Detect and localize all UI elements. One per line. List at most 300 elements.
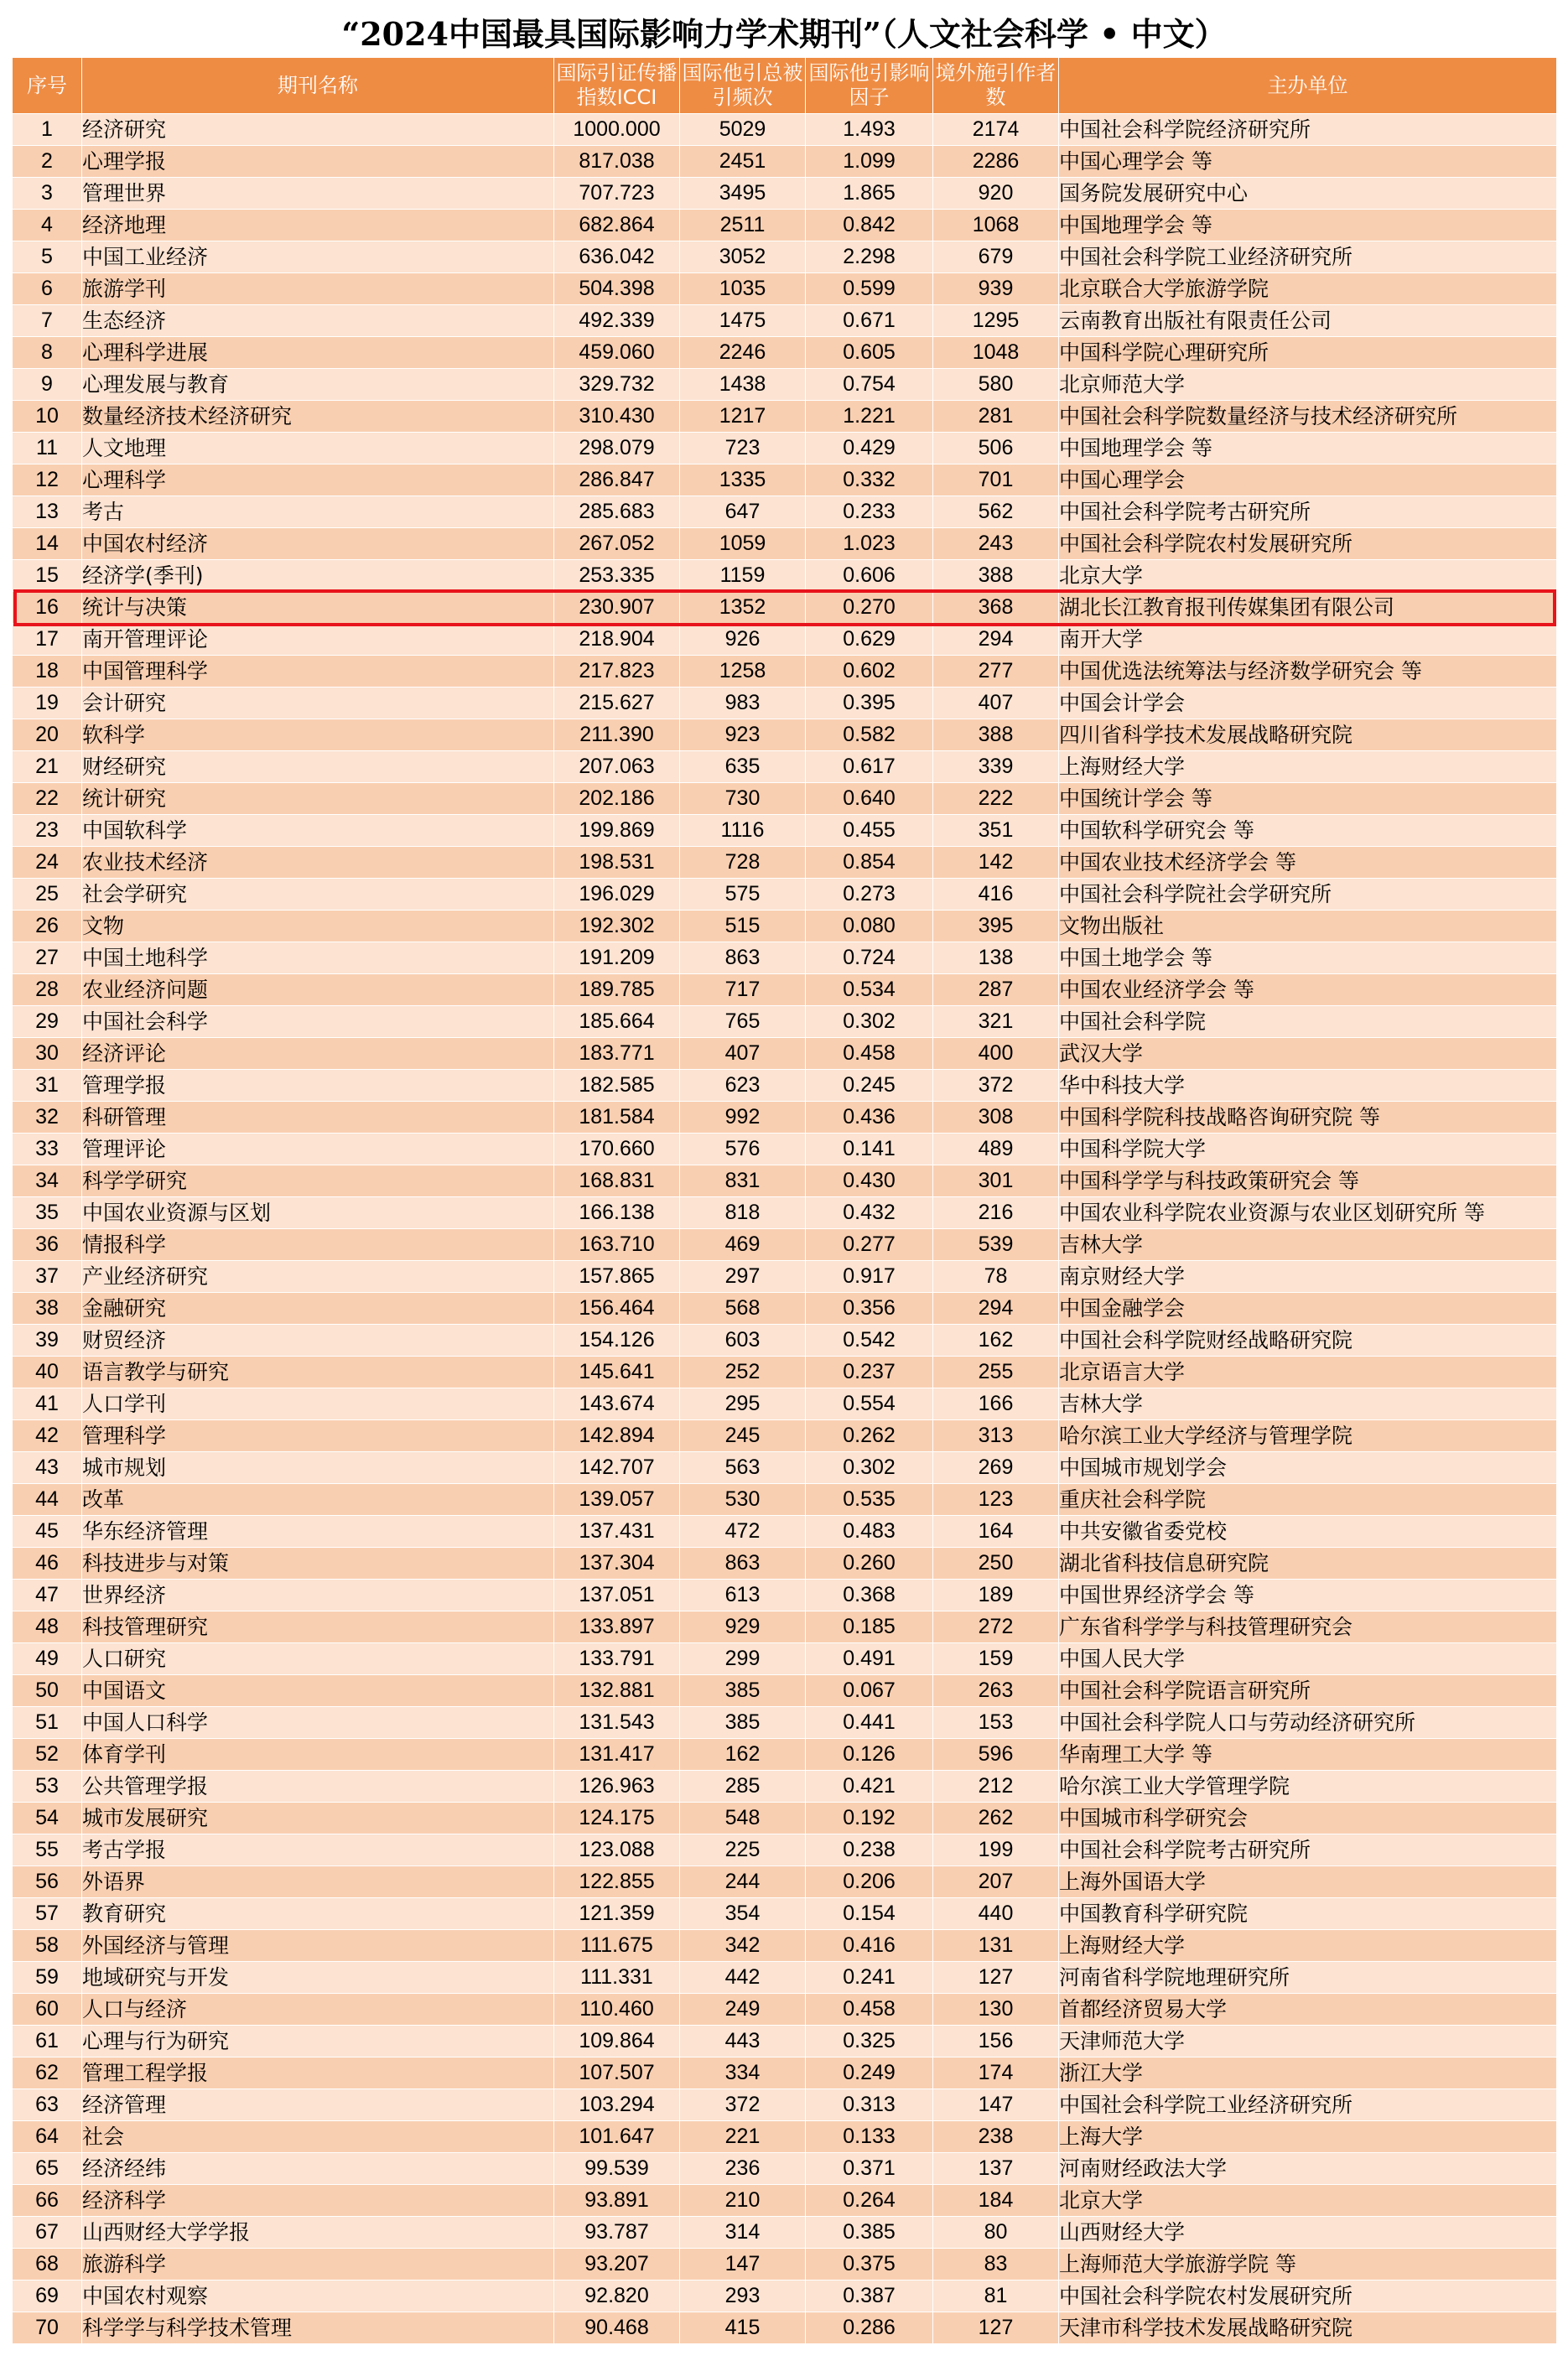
icci-cell: 132.881	[554, 1675, 680, 1707]
table-row	[13, 114, 1557, 146]
sponsor-cell: 北京师范大学	[1059, 369, 1557, 401]
table-row	[13, 942, 1557, 974]
sponsor-cell: 哈尔滨工业大学管理学院	[1059, 1771, 1557, 1803]
foreign-authors-cell: 216	[933, 1197, 1059, 1229]
rank-cell: 32	[13, 1102, 82, 1134]
foreign-authors-cell: 395	[933, 911, 1059, 942]
table-row	[13, 1388, 1557, 1420]
sponsor-cell: 中国会计学会	[1059, 688, 1557, 719]
table-row	[13, 241, 1557, 273]
foreign-authors-cell: 294	[933, 624, 1059, 656]
journal-name-cell: 经济学(季刊)	[82, 560, 554, 592]
table-row	[13, 879, 1557, 911]
impact-factor-cell: 0.080	[806, 911, 933, 942]
sponsor-cell: 首都经济贸易大学	[1059, 1994, 1557, 2026]
rank-cell: 31	[13, 1070, 82, 1102]
rank-cell: 25	[13, 879, 82, 911]
icci-cell: 109.864	[554, 2026, 680, 2057]
sponsor-cell: 中国地理学会 等	[1059, 210, 1557, 241]
sponsor-cell: 华南理工大学 等	[1059, 1739, 1557, 1771]
foreign-authors-cell: 174	[933, 2057, 1059, 2089]
impact-factor-cell: 0.629	[806, 624, 933, 656]
sponsor-cell: 中国城市规划学会	[1059, 1452, 1557, 1484]
sponsor-cell: 河南省科学院地理研究所	[1059, 1962, 1557, 1994]
total-citations-cell: 299	[680, 1643, 806, 1675]
sponsor-cell: 中国教育科学研究院	[1059, 1898, 1557, 1930]
impact-factor-cell: 1.221	[806, 401, 933, 433]
impact-factor-cell: 0.260	[806, 1548, 933, 1580]
table-row	[13, 2121, 1557, 2153]
icci-cell: 93.787	[554, 2217, 680, 2249]
journal-name-cell: 心理学报	[82, 146, 554, 178]
journal-name-cell: 经济科学	[82, 2185, 554, 2217]
table-row	[13, 2281, 1557, 2312]
foreign-authors-cell: 920	[933, 178, 1059, 210]
total-citations-cell: 2451	[680, 146, 806, 178]
sponsor-cell: 中国社会科学院工业经济研究所	[1059, 2089, 1557, 2121]
foreign-authors-cell: 351	[933, 815, 1059, 847]
table-row	[13, 1452, 1557, 1484]
sponsor-cell: 吉林大学	[1059, 1229, 1557, 1261]
table-row	[13, 1484, 1557, 1516]
icci-cell: 215.627	[554, 688, 680, 719]
rank-cell: 37	[13, 1261, 82, 1293]
total-citations-cell: 730	[680, 783, 806, 815]
impact-factor-cell: 0.325	[806, 2026, 933, 2057]
total-citations-cell: 1335	[680, 464, 806, 496]
sponsor-cell: 哈尔滨工业大学经济与管理学院	[1059, 1420, 1557, 1452]
sponsor-cell: 中国农业科学院农业资源与农业区划研究所 等	[1059, 1197, 1557, 1229]
foreign-authors-cell: 127	[933, 1962, 1059, 1994]
journal-name-cell: 生态经济	[82, 305, 554, 337]
icci-cell: 189.785	[554, 974, 680, 1006]
foreign-authors-cell: 388	[933, 719, 1059, 751]
icci-cell: 298.079	[554, 433, 680, 464]
impact-factor-cell: 0.842	[806, 210, 933, 241]
total-citations-cell: 992	[680, 1102, 806, 1134]
journal-name-cell: 中国农村经济	[82, 528, 554, 560]
rank-cell: 5	[13, 241, 82, 273]
journal-name-cell: 科技进步与对策	[82, 1548, 554, 1580]
rank-cell: 4	[13, 210, 82, 241]
total-citations-cell: 5029	[680, 114, 806, 146]
foreign-authors-cell: 199	[933, 1834, 1059, 1866]
impact-factor-cell: 0.429	[806, 433, 933, 464]
total-citations-cell: 297	[680, 1261, 806, 1293]
impact-factor-cell: 0.436	[806, 1102, 933, 1134]
sponsor-cell: 中国社会科学院数量经济与技术经济研究所	[1059, 401, 1557, 433]
icci-cell: 133.791	[554, 1643, 680, 1675]
rank-cell: 38	[13, 1293, 82, 1325]
total-citations-cell: 342	[680, 1930, 806, 1962]
total-citations-cell: 3052	[680, 241, 806, 273]
sponsor-cell: 上海财经大学	[1059, 1930, 1557, 1962]
foreign-authors-cell: 2174	[933, 114, 1059, 146]
journal-name-cell: 统计与决策	[82, 592, 554, 624]
total-citations-cell: 563	[680, 1452, 806, 1484]
journal-name-cell: 社会学研究	[82, 879, 554, 911]
total-citations-cell: 1059	[680, 528, 806, 560]
foreign-authors-cell: 189	[933, 1580, 1059, 1611]
total-citations-cell: 162	[680, 1739, 806, 1771]
journal-name-cell: 金融研究	[82, 1293, 554, 1325]
foreign-authors-cell: 80	[933, 2217, 1059, 2249]
sponsor-cell: 云南教育出版社有限责任公司	[1059, 305, 1557, 337]
header-journal-name: 期刊名称	[82, 58, 554, 114]
foreign-authors-cell: 130	[933, 1994, 1059, 2026]
rank-cell: 23	[13, 815, 82, 847]
table-row	[13, 1611, 1557, 1643]
impact-factor-cell: 0.067	[806, 1675, 933, 1707]
impact-factor-cell: 0.535	[806, 1484, 933, 1516]
impact-factor-cell: 0.416	[806, 1930, 933, 1962]
impact-factor-cell: 0.602	[806, 656, 933, 688]
total-citations-cell: 443	[680, 2026, 806, 2057]
foreign-authors-cell: 162	[933, 1325, 1059, 1357]
table-row	[13, 1420, 1557, 1452]
sponsor-cell: 中国社会科学院考古研究所	[1059, 1834, 1557, 1866]
rank-cell: 47	[13, 1580, 82, 1611]
table-row	[13, 1197, 1557, 1229]
sponsor-cell: 中国社会科学院财经战略研究院	[1059, 1325, 1557, 1357]
journal-name-cell: 科技管理研究	[82, 1611, 554, 1643]
icci-cell: 185.664	[554, 1006, 680, 1038]
sponsor-cell: 中国城市科学研究会	[1059, 1803, 1557, 1834]
foreign-authors-cell: 159	[933, 1643, 1059, 1675]
journal-name-cell: 管理评论	[82, 1134, 554, 1165]
icci-cell: 181.584	[554, 1102, 680, 1134]
total-citations-cell: 385	[680, 1675, 806, 1707]
icci-cell: 166.138	[554, 1197, 680, 1229]
impact-factor-cell: 0.126	[806, 1739, 933, 1771]
foreign-authors-cell: 142	[933, 847, 1059, 879]
sponsor-cell: 中国科学院心理研究所	[1059, 337, 1557, 369]
total-citations-cell: 831	[680, 1165, 806, 1197]
journal-name-cell: 经济研究	[82, 114, 554, 146]
table-row	[13, 2153, 1557, 2185]
foreign-authors-cell: 166	[933, 1388, 1059, 1420]
sponsor-cell: 湖北省科技信息研究院	[1059, 1548, 1557, 1580]
impact-factor-cell: 0.206	[806, 1866, 933, 1898]
rank-cell: 43	[13, 1452, 82, 1484]
journal-name-cell: 文物	[82, 911, 554, 942]
icci-cell: 154.126	[554, 1325, 680, 1357]
foreign-authors-cell: 138	[933, 942, 1059, 974]
icci-cell: 110.460	[554, 1994, 680, 2026]
foreign-authors-cell: 301	[933, 1165, 1059, 1197]
sponsor-cell: 中国心理学会	[1059, 464, 1557, 496]
sponsor-cell: 中国地理学会 等	[1059, 433, 1557, 464]
header-total-citations: 国际他引总被引频次	[680, 58, 806, 114]
journal-name-cell: 世界经济	[82, 1580, 554, 1611]
table-row	[13, 369, 1557, 401]
foreign-authors-cell: 243	[933, 528, 1059, 560]
impact-factor-cell: 0.617	[806, 751, 933, 783]
sponsor-cell: 中国农业技术经济学会 等	[1059, 847, 1557, 879]
rank-cell: 58	[13, 1930, 82, 1962]
journal-name-cell: 心理科学进展	[82, 337, 554, 369]
rank-cell: 51	[13, 1707, 82, 1739]
impact-factor-cell: 0.754	[806, 369, 933, 401]
impact-factor-cell: 1.493	[806, 114, 933, 146]
journal-name-cell: 城市发展研究	[82, 1803, 554, 1834]
foreign-authors-cell: 153	[933, 1707, 1059, 1739]
journal-name-cell: 社会	[82, 2121, 554, 2153]
foreign-authors-cell: 539	[933, 1229, 1059, 1261]
total-citations-cell: 1438	[680, 369, 806, 401]
sponsor-cell: 中国金融学会	[1059, 1293, 1557, 1325]
rank-cell: 22	[13, 783, 82, 815]
sponsor-cell: 四川省科学技术发展战略研究院	[1059, 719, 1557, 751]
rank-cell: 40	[13, 1357, 82, 1388]
page-title: “2024中国最具国际影响力学术期刊”（人文社会科学 • 中文）	[341, 15, 1227, 53]
icci-cell: 218.904	[554, 624, 680, 656]
rank-cell: 9	[13, 369, 82, 401]
icci-cell: 459.060	[554, 337, 680, 369]
rank-cell: 18	[13, 656, 82, 688]
rank-cell: 45	[13, 1516, 82, 1548]
sponsor-cell: 中国社会科学院社会学研究所	[1059, 879, 1557, 911]
table-row	[13, 1261, 1557, 1293]
icci-cell: 92.820	[554, 2281, 680, 2312]
sponsor-cell: 武汉大学	[1059, 1038, 1557, 1070]
table-row	[13, 433, 1557, 464]
table-row	[13, 1070, 1557, 1102]
foreign-authors-cell: 147	[933, 2089, 1059, 2121]
journal-name-cell: 产业经济研究	[82, 1261, 554, 1293]
impact-factor-cell: 0.582	[806, 719, 933, 751]
sponsor-cell: 南开大学	[1059, 624, 1557, 656]
sponsor-cell: 山西财经大学	[1059, 2217, 1557, 2249]
sponsor-cell: 中国社会科学院考古研究所	[1059, 496, 1557, 528]
impact-factor-cell: 0.375	[806, 2249, 933, 2281]
impact-factor-cell: 0.554	[806, 1388, 933, 1420]
foreign-authors-cell: 596	[933, 1739, 1059, 1771]
sponsor-cell: 重庆社会科学院	[1059, 1484, 1557, 1516]
total-citations-cell: 818	[680, 1197, 806, 1229]
sponsor-cell: 中国科学学与科技政策研究会 等	[1059, 1165, 1557, 1197]
journal-name-cell: 考古学报	[82, 1834, 554, 1866]
sponsor-cell: 中国人民大学	[1059, 1643, 1557, 1675]
table-row	[13, 528, 1557, 560]
impact-factor-cell: 0.432	[806, 1197, 933, 1229]
foreign-authors-cell: 580	[933, 369, 1059, 401]
rank-cell: 14	[13, 528, 82, 560]
rank-cell: 42	[13, 1420, 82, 1452]
sponsor-cell: 上海师范大学旅游学院 等	[1059, 2249, 1557, 2281]
impact-factor-cell: 0.141	[806, 1134, 933, 1165]
icci-cell: 199.869	[554, 815, 680, 847]
icci-cell: 156.464	[554, 1293, 680, 1325]
foreign-authors-cell: 313	[933, 1420, 1059, 1452]
foreign-authors-cell: 2286	[933, 146, 1059, 178]
sponsor-cell: 北京语言大学	[1059, 1357, 1557, 1388]
total-citations-cell: 3495	[680, 178, 806, 210]
journal-name-cell: 中国农业资源与区划	[82, 1197, 554, 1229]
table-row	[13, 1707, 1557, 1739]
impact-factor-cell: 0.233	[806, 496, 933, 528]
table-row	[13, 2026, 1557, 2057]
total-citations-cell: 635	[680, 751, 806, 783]
foreign-authors-cell: 255	[933, 1357, 1059, 1388]
total-citations-cell: 221	[680, 2121, 806, 2153]
impact-factor-cell: 0.192	[806, 1803, 933, 1834]
journal-name-cell: 经济评论	[82, 1038, 554, 1070]
total-citations-cell: 1035	[680, 273, 806, 305]
table-row	[13, 146, 1557, 178]
foreign-authors-cell: 123	[933, 1484, 1059, 1516]
total-citations-cell: 515	[680, 911, 806, 942]
journal-name-cell: 心理与行为研究	[82, 2026, 554, 2057]
rank-cell: 15	[13, 560, 82, 592]
impact-factor-cell: 0.302	[806, 1452, 933, 1484]
rank-cell: 33	[13, 1134, 82, 1165]
table-row	[13, 1134, 1557, 1165]
journal-name-cell: 管理科学	[82, 1420, 554, 1452]
impact-factor-cell: 0.154	[806, 1898, 933, 1930]
rank-cell: 39	[13, 1325, 82, 1357]
table-row	[13, 401, 1557, 433]
icci-cell: 137.304	[554, 1548, 680, 1580]
journal-name-cell: 情报科学	[82, 1229, 554, 1261]
rank-cell: 56	[13, 1866, 82, 1898]
table-row	[13, 1962, 1557, 1994]
impact-factor-cell: 0.458	[806, 1038, 933, 1070]
sponsor-cell: 南京财经大学	[1059, 1261, 1557, 1293]
sponsor-cell: 天津师范大学	[1059, 2026, 1557, 2057]
icci-cell: 253.335	[554, 560, 680, 592]
icci-cell: 192.302	[554, 911, 680, 942]
table-row	[13, 656, 1557, 688]
table-row	[13, 1834, 1557, 1866]
foreign-authors-cell: 400	[933, 1038, 1059, 1070]
rank-cell: 34	[13, 1165, 82, 1197]
rank-cell: 46	[13, 1548, 82, 1580]
table-row	[13, 911, 1557, 942]
rank-cell: 57	[13, 1898, 82, 1930]
rank-cell: 44	[13, 1484, 82, 1516]
impact-factor-cell: 0.262	[806, 1420, 933, 1452]
table-row	[13, 496, 1557, 528]
total-citations-cell: 210	[680, 2185, 806, 2217]
journal-name-cell: 中国社会科学	[82, 1006, 554, 1038]
foreign-authors-cell: 263	[933, 1675, 1059, 1707]
table-row	[13, 688, 1557, 719]
table-row	[13, 1930, 1557, 1962]
sponsor-cell: 中国科学院大学	[1059, 1134, 1557, 1165]
journal-name-cell: 农业技术经济	[82, 847, 554, 879]
rank-cell: 62	[13, 2057, 82, 2089]
rank-cell: 65	[13, 2153, 82, 2185]
total-citations-cell: 1352	[680, 592, 806, 624]
total-citations-cell: 863	[680, 942, 806, 974]
foreign-authors-cell: 222	[933, 783, 1059, 815]
icci-cell: 183.771	[554, 1038, 680, 1070]
foreign-authors-cell: 277	[933, 656, 1059, 688]
icci-cell: 492.339	[554, 305, 680, 337]
icci-cell: 170.660	[554, 1134, 680, 1165]
total-citations-cell: 236	[680, 2153, 806, 2185]
journal-name-cell: 中国农村观察	[82, 2281, 554, 2312]
table-row	[13, 305, 1557, 337]
impact-factor-cell: 0.237	[806, 1357, 933, 1388]
total-citations-cell: 415	[680, 2312, 806, 2344]
journal-name-cell: 统计研究	[82, 783, 554, 815]
table-row	[13, 1038, 1557, 1070]
journal-name-cell: 中国工业经济	[82, 241, 554, 273]
table-row	[13, 1771, 1557, 1803]
icci-cell: 103.294	[554, 2089, 680, 2121]
foreign-authors-cell: 1295	[933, 305, 1059, 337]
journal-name-cell: 外语界	[82, 1866, 554, 1898]
icci-cell: 101.647	[554, 2121, 680, 2153]
icci-cell: 131.543	[554, 1707, 680, 1739]
foreign-authors-cell: 939	[933, 273, 1059, 305]
table-row	[13, 2312, 1557, 2344]
journal-name-cell: 华东经济管理	[82, 1516, 554, 1548]
impact-factor-cell: 0.421	[806, 1771, 933, 1803]
journal-name-cell: 改革	[82, 1484, 554, 1516]
table-row	[13, 1102, 1557, 1134]
foreign-authors-cell: 207	[933, 1866, 1059, 1898]
impact-factor-cell: 0.277	[806, 1229, 933, 1261]
total-citations-cell: 1159	[680, 560, 806, 592]
journal-name-cell: 城市规划	[82, 1452, 554, 1484]
total-citations-cell: 576	[680, 1134, 806, 1165]
table-header-row	[13, 58, 1557, 114]
foreign-authors-cell: 184	[933, 2185, 1059, 2217]
table-row	[13, 1229, 1557, 1261]
foreign-authors-cell: 164	[933, 1516, 1059, 1548]
foreign-authors-cell: 489	[933, 1134, 1059, 1165]
journal-name-cell: 人文地理	[82, 433, 554, 464]
rank-cell: 59	[13, 1962, 82, 1994]
icci-cell: 817.038	[554, 146, 680, 178]
total-citations-cell: 575	[680, 879, 806, 911]
total-citations-cell: 530	[680, 1484, 806, 1516]
sponsor-cell: 中国社会科学院	[1059, 1006, 1557, 1038]
total-citations-cell: 147	[680, 2249, 806, 2281]
total-citations-cell: 929	[680, 1611, 806, 1643]
page	[12, 12, 1556, 2344]
icci-cell: 191.209	[554, 942, 680, 974]
sponsor-cell: 中国社会科学院工业经济研究所	[1059, 241, 1557, 273]
table-row	[13, 1994, 1557, 2026]
journal-name-cell: 教育研究	[82, 1898, 554, 1930]
journal-name-cell: 南开管理评论	[82, 624, 554, 656]
icci-cell: 230.907	[554, 592, 680, 624]
foreign-authors-cell: 238	[933, 2121, 1059, 2153]
icci-cell: 163.710	[554, 1229, 680, 1261]
total-citations-cell: 723	[680, 433, 806, 464]
sponsor-cell: 中国农业经济学会 等	[1059, 974, 1557, 1006]
rank-cell: 60	[13, 1994, 82, 2026]
icci-cell: 121.359	[554, 1898, 680, 1930]
foreign-authors-cell: 407	[933, 688, 1059, 719]
total-citations-cell: 225	[680, 1834, 806, 1866]
total-citations-cell: 923	[680, 719, 806, 751]
table-row	[13, 1165, 1557, 1197]
foreign-authors-cell: 1068	[933, 210, 1059, 241]
impact-factor-cell: 0.387	[806, 2281, 933, 2312]
impact-factor-cell: 0.671	[806, 305, 933, 337]
total-citations-cell: 568	[680, 1293, 806, 1325]
header-sponsor: 主办单位	[1059, 58, 1557, 114]
rank-cell: 52	[13, 1739, 82, 1771]
total-citations-cell: 548	[680, 1803, 806, 1834]
impact-factor-cell: 0.458	[806, 1994, 933, 2026]
rank-cell: 54	[13, 1803, 82, 1834]
